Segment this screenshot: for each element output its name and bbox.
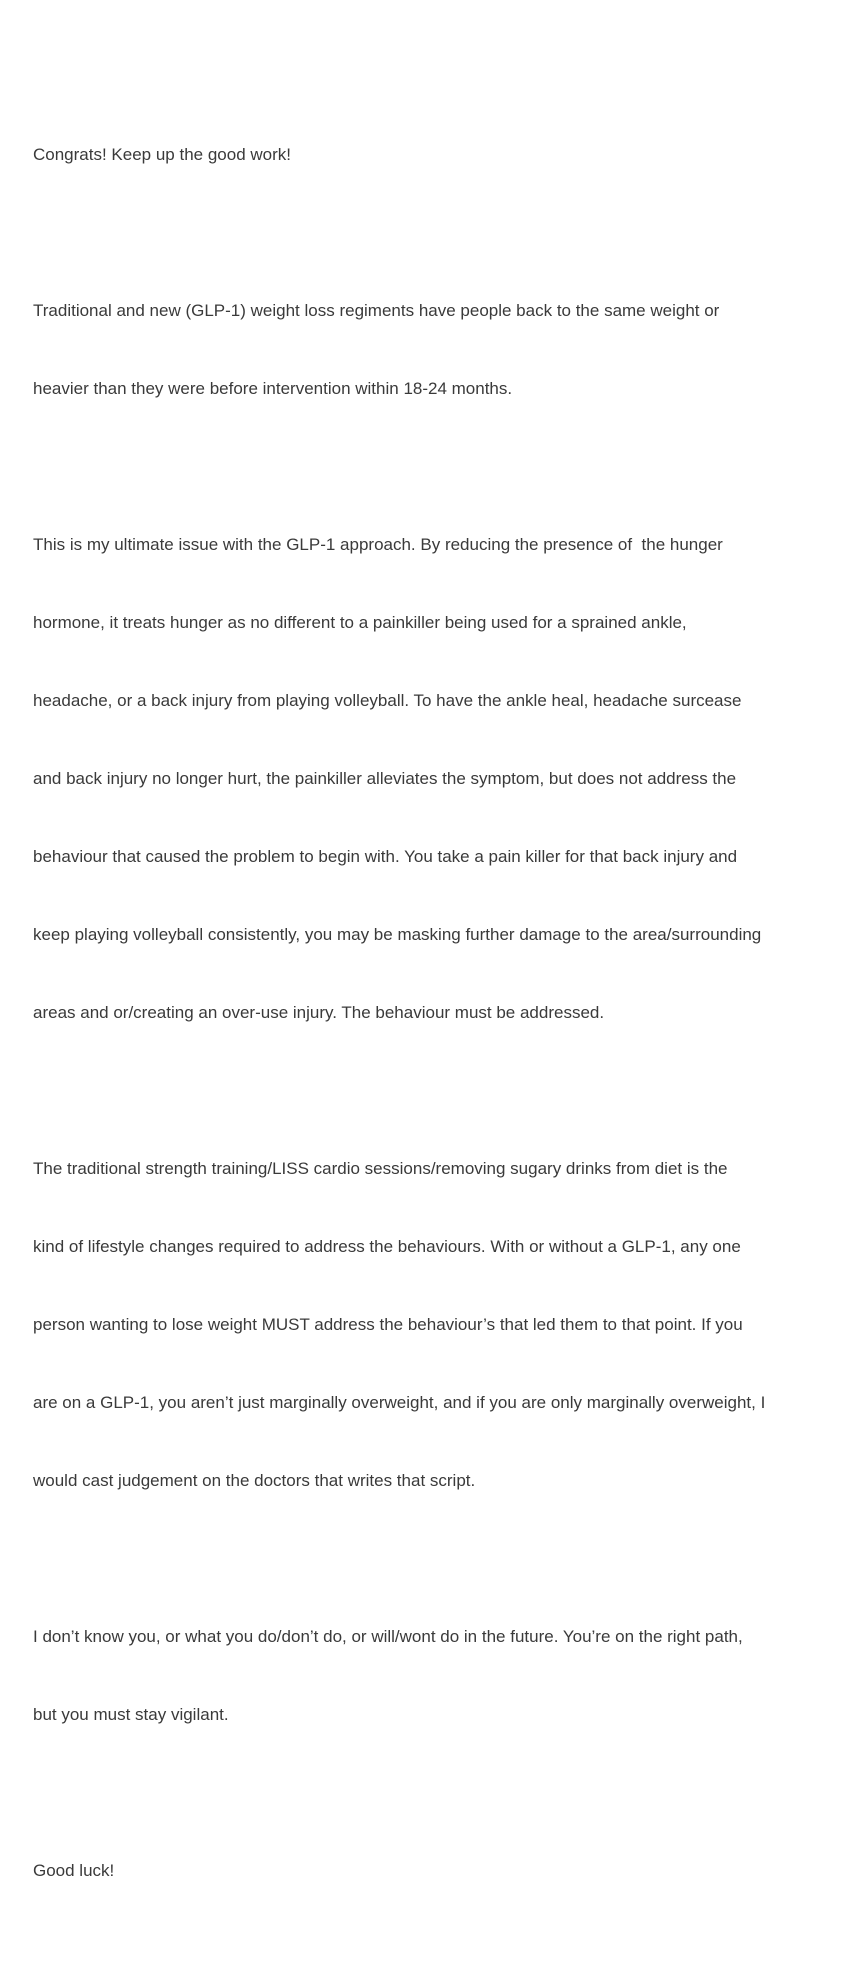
document-body (33, 90, 823, 1962)
text-line: heavier than they were before intervention within 18-24 months. (33, 379, 513, 398)
paragraph-closing (33, 1806, 823, 1936)
text-line: are on a GLP-1, you aren’t just marginally overweight, and if you are only marginally overweight, I (33, 1393, 766, 1412)
text-line: Congrats! Keep up the good work! (33, 145, 291, 164)
text-line: but you must stay vigilant. (33, 1705, 229, 1724)
text-line: Good luck! (33, 1861, 115, 1880)
text-line: headache, or a back injury from playing volleyball. To have the ankle heal, headache surcease (33, 691, 742, 710)
text-line: behaviour that caused the problem to begin with. You take a pain killer for that back injury and (33, 847, 738, 866)
paragraph-glp1-issue (33, 480, 823, 1078)
text-line: person wanting to lose weight MUST address the behaviour’s that led them to that point. If you (33, 1315, 743, 1334)
text-line: hormone, it treats hunger as no different to a painkiller being used for a sprained ankle, (33, 613, 687, 632)
paragraph-regiments (33, 246, 823, 454)
text-line: This is my ultimate issue with the GLP-1 approach. By reducing the presence of the hunger (33, 535, 723, 554)
paragraph-vigilant (33, 1572, 823, 1780)
text-line: The traditional strength training/LISS cardio sessions/removing sugary drinks from diet is the (33, 1159, 728, 1178)
text-line: areas and or/creating an over-use injury. The behaviour must be addressed. (33, 1003, 605, 1022)
text-line: keep playing volleyball consistently, you may be masking further damage to the area/surrounding (33, 925, 762, 944)
text-line: kind of lifestyle changes required to address the behaviours. With or without a GLP-1, any one (33, 1237, 741, 1256)
text-line: Traditional and new (GLP-1) weight loss regiments have people back to the same weight or (33, 301, 720, 320)
paragraph-lifestyle (33, 1104, 823, 1546)
text-line: I don’t know you, or what you do/don’t do, or will/wont do in the future. You’re on the right path, (33, 1627, 743, 1646)
text-line: would cast judgement on the doctors that writes that script. (33, 1471, 476, 1490)
paragraph-greeting (33, 90, 823, 220)
text-line: and back injury no longer hurt, the painkiller alleviates the symptom, but does not address the (33, 769, 737, 788)
